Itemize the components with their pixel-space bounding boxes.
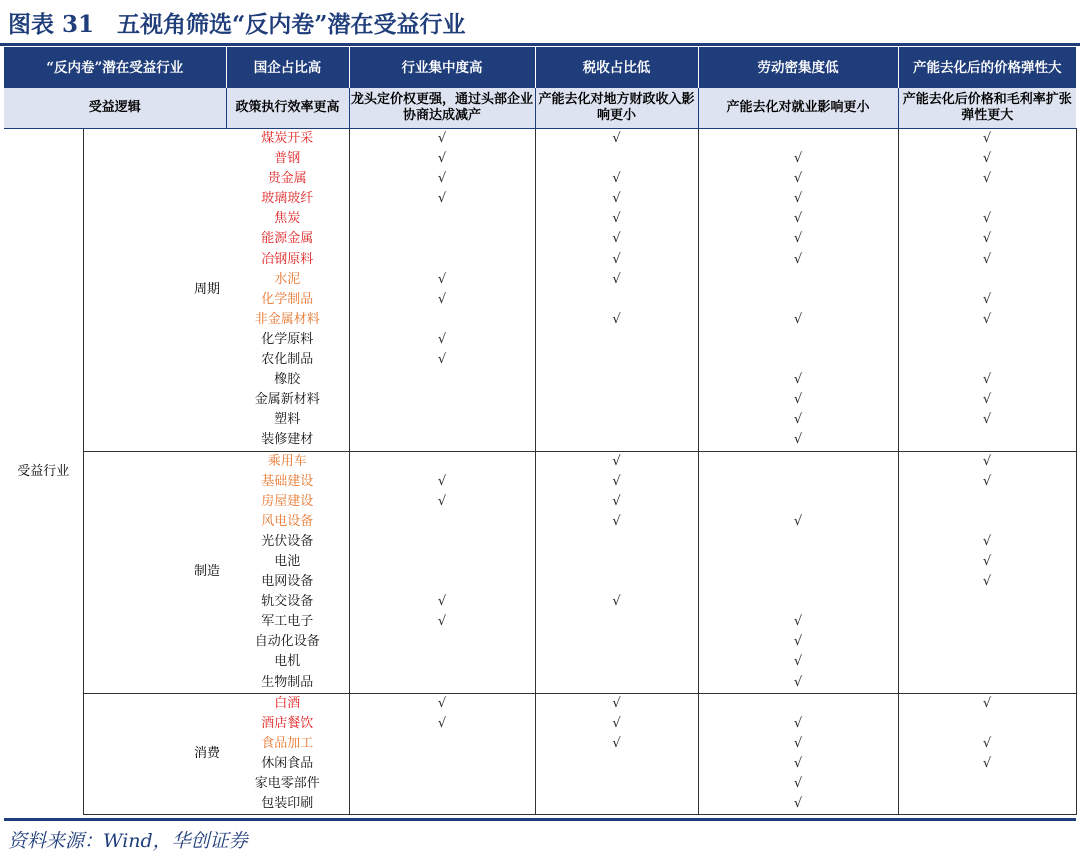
group-label: 周期 (83, 129, 226, 452)
check-cell: √ (535, 693, 698, 714)
check-cell (535, 390, 698, 410)
check-cell: √ (437, 715, 447, 731)
check-cell (898, 632, 1076, 652)
check-cell: √ (698, 673, 898, 694)
table-row (4, 451, 1076, 472)
industry-name: 酒店餐饮 (226, 714, 349, 734)
industry-name: 冶钢原料 (226, 250, 349, 270)
check-cell: √ (698, 794, 898, 815)
industry-name: 包装印刷 (226, 794, 349, 815)
industry-name: 军工电子 (226, 612, 349, 632)
check-cell: √ (898, 410, 1076, 430)
check-cell (898, 652, 1076, 672)
check-cell (898, 774, 1076, 794)
beneficiary-label: 受益行业 (17, 463, 70, 479)
table-row (4, 693, 1076, 714)
check-cell: √ (437, 291, 447, 307)
logic-soe: 政策执行效率更高 (226, 88, 349, 129)
check-cell (349, 451, 535, 472)
industry-name: 休闲食品 (226, 754, 349, 774)
header-row (4, 47, 1076, 88)
check-cell: √ (535, 310, 698, 330)
check-cell (698, 350, 898, 370)
figure-title: 图表 31 五视角筛选“反内卷”潜在受益行业 (8, 11, 466, 38)
check-cell: √ (437, 131, 447, 146)
check-cell: √ (698, 370, 898, 390)
check-cell (349, 209, 535, 229)
industry-name: 玻璃玻纤 (226, 189, 349, 209)
check-cell: √ (535, 229, 698, 249)
check-cell: √ (437, 191, 447, 207)
check-cell: √ (898, 229, 1076, 249)
header-soe-share: 国企占比高 (226, 47, 349, 88)
check-cell: √ (698, 774, 898, 794)
check-cell: √ (535, 129, 698, 150)
industry-name: 非金属材料 (226, 310, 349, 330)
check-cell: √ (698, 612, 898, 632)
check-cell: √ (898, 390, 1076, 410)
industry-name: 装修建材 (226, 430, 349, 451)
check-cell: √ (698, 754, 898, 774)
check-cell (535, 572, 698, 592)
check-cell (698, 330, 898, 350)
check-cell: √ (535, 592, 698, 612)
check-cell: √ (535, 189, 698, 209)
check-cell (698, 451, 898, 472)
check-cell: √ (898, 310, 1076, 330)
check-cell (898, 512, 1076, 532)
check-cell: √ (535, 451, 698, 472)
check-cell (535, 532, 698, 552)
check-cell: √ (437, 151, 447, 167)
check-cell: √ (898, 209, 1076, 229)
check-cell (698, 290, 898, 310)
check-cell (349, 632, 535, 652)
check-cell: √ (898, 734, 1076, 754)
check-cell: √ (698, 169, 898, 189)
check-cell: √ (698, 410, 898, 430)
check-cell (898, 612, 1076, 632)
check-cell: √ (535, 250, 698, 270)
check-cell: √ (698, 310, 898, 330)
check-cell (535, 673, 698, 694)
check-cell (898, 794, 1076, 815)
check-cell: √ (437, 352, 447, 368)
check-cell: √ (535, 734, 698, 754)
check-cell: √ (698, 189, 898, 209)
logic-label: 受益逻辑 (4, 88, 226, 129)
industry-name: 电网设备 (226, 572, 349, 592)
group-label: 消费 (83, 693, 226, 815)
check-cell (349, 532, 535, 552)
check-cell: √ (698, 149, 898, 169)
check-cell: √ (898, 754, 1076, 774)
check-cell: √ (437, 331, 447, 347)
check-cell (535, 370, 698, 390)
logic-tax: 产能去化对地方财政收入影响更小 (535, 88, 698, 129)
industry-name: 水泥 (226, 270, 349, 290)
check-cell: √ (698, 390, 898, 410)
check-cell (349, 652, 535, 672)
check-cell (698, 532, 898, 552)
check-cell: √ (898, 250, 1076, 270)
check-cell (535, 410, 698, 430)
check-cell (349, 430, 535, 451)
check-cell: √ (698, 632, 898, 652)
bottom-rule (4, 818, 1076, 821)
check-cell: √ (437, 614, 447, 630)
check-cell (535, 754, 698, 774)
logic-concentration: 龙头定价权更强，通过头部企业协商达成减产 (349, 88, 535, 129)
check-cell (349, 229, 535, 249)
check-cell (535, 612, 698, 632)
check-cell: √ (535, 472, 698, 492)
check-cell: √ (898, 532, 1076, 552)
check-cell (535, 290, 698, 310)
check-cell: √ (535, 492, 698, 512)
check-cell (349, 794, 535, 815)
check-cell (535, 774, 698, 794)
check-cell (349, 390, 535, 410)
check-cell: √ (698, 209, 898, 229)
check-cell (349, 370, 535, 390)
group-label: 制造 (83, 451, 226, 693)
header-labor-intensity: 劳动密集度低 (698, 47, 898, 88)
industry-name: 光伏设备 (226, 532, 349, 552)
industry-name: 电池 (226, 552, 349, 572)
industry-name: 风电设备 (226, 512, 349, 532)
check-cell: √ (535, 714, 698, 734)
check-cell (535, 149, 698, 169)
check-cell: √ (898, 472, 1076, 492)
check-cell (535, 430, 698, 451)
check-cell: √ (535, 512, 698, 532)
check-cell: √ (898, 290, 1076, 310)
check-cell (349, 310, 535, 330)
check-cell: √ (898, 169, 1076, 189)
table-row (4, 129, 1076, 150)
check-cell (349, 673, 535, 694)
check-cell: √ (535, 270, 698, 290)
check-cell: √ (898, 149, 1076, 169)
check-cell (349, 572, 535, 592)
header-industry: “反内卷”潜在受益行业 (4, 47, 226, 88)
industry-name: 生物制品 (226, 673, 349, 694)
check-cell (698, 129, 898, 150)
check-cell (698, 592, 898, 612)
check-cell: √ (698, 512, 898, 532)
check-cell (535, 350, 698, 370)
header-concentration: 行业集中度高 (349, 47, 535, 88)
check-cell (698, 492, 898, 512)
header-tax-share: 税收占比低 (535, 47, 698, 88)
figure-header (0, 0, 1080, 44)
check-cell: √ (437, 171, 447, 187)
check-cell: √ (698, 430, 898, 451)
check-cell (698, 472, 898, 492)
check-cell (698, 270, 898, 290)
check-cell (349, 754, 535, 774)
check-cell (349, 734, 535, 754)
industry-name: 橡胶 (226, 370, 349, 390)
check-cell (535, 652, 698, 672)
check-cell: √ (437, 594, 447, 610)
industry-name: 家电零部件 (226, 774, 349, 794)
check-cell: √ (437, 473, 447, 489)
title-rule (0, 43, 1080, 46)
check-cell (898, 189, 1076, 209)
check-cell: √ (437, 493, 447, 509)
check-cell (349, 552, 535, 572)
industry-name: 轨交设备 (226, 592, 349, 612)
check-cell: √ (898, 552, 1076, 572)
check-cell (349, 774, 535, 794)
check-cell (898, 492, 1076, 512)
industry-name: 白酒 (226, 693, 349, 714)
check-cell (898, 330, 1076, 350)
check-cell: √ (898, 693, 1076, 714)
check-cell: √ (437, 271, 447, 287)
industry-name: 塑料 (226, 410, 349, 430)
check-cell (698, 693, 898, 714)
check-cell (535, 794, 698, 815)
industry-name: 化学原料 (226, 330, 349, 350)
check-cell (349, 410, 535, 430)
check-cell (898, 270, 1076, 290)
industry-name: 基础建设 (226, 472, 349, 492)
industry-name: 化学制品 (226, 290, 349, 310)
industry-name: 乘用车 (226, 451, 349, 472)
check-cell: √ (698, 250, 898, 270)
check-cell (535, 330, 698, 350)
industry-name: 食品加工 (226, 734, 349, 754)
logic-labor: 产能去化对就业影响更小 (698, 88, 898, 129)
source-note: 资料来源：Wind，华创证券 (8, 830, 248, 852)
check-cell (698, 572, 898, 592)
check-cell (898, 430, 1076, 451)
industry-name: 自动化设备 (226, 632, 349, 652)
check-cell (898, 673, 1076, 694)
check-cell (898, 350, 1076, 370)
check-cell: √ (698, 714, 898, 734)
check-cell: √ (535, 169, 698, 189)
check-cell: √ (898, 370, 1076, 390)
header-price-elasticity: 产能去化后的价格弹性大 (898, 47, 1076, 88)
check-cell (535, 552, 698, 572)
check-cell: √ (437, 695, 447, 711)
check-cell: √ (898, 451, 1076, 472)
check-cell (898, 714, 1076, 734)
industry-name: 普钢 (226, 149, 349, 169)
industry-name: 焦炭 (226, 209, 349, 229)
check-cell: √ (535, 209, 698, 229)
check-cell: √ (698, 652, 898, 672)
check-cell (349, 250, 535, 270)
check-cell (898, 592, 1076, 612)
logic-price: 产能去化后价格和毛利率扩张弹性更大 (898, 88, 1076, 129)
check-cell: √ (698, 229, 898, 249)
industry-name: 电机 (226, 652, 349, 672)
industry-name: 农化制品 (226, 350, 349, 370)
check-cell: √ (898, 129, 1076, 150)
industry-name: 贵金属 (226, 169, 349, 189)
industry-name: 煤炭开采 (226, 129, 349, 150)
check-cell: √ (698, 734, 898, 754)
check-cell (698, 552, 898, 572)
check-cell (349, 512, 535, 532)
check-cell: √ (898, 572, 1076, 592)
industry-name: 能源金属 (226, 229, 349, 249)
industry-table (4, 47, 1076, 815)
logic-row (4, 88, 1076, 129)
industry-name: 房屋建设 (226, 492, 349, 512)
check-cell (535, 632, 698, 652)
industry-name: 金属新材料 (226, 390, 349, 410)
